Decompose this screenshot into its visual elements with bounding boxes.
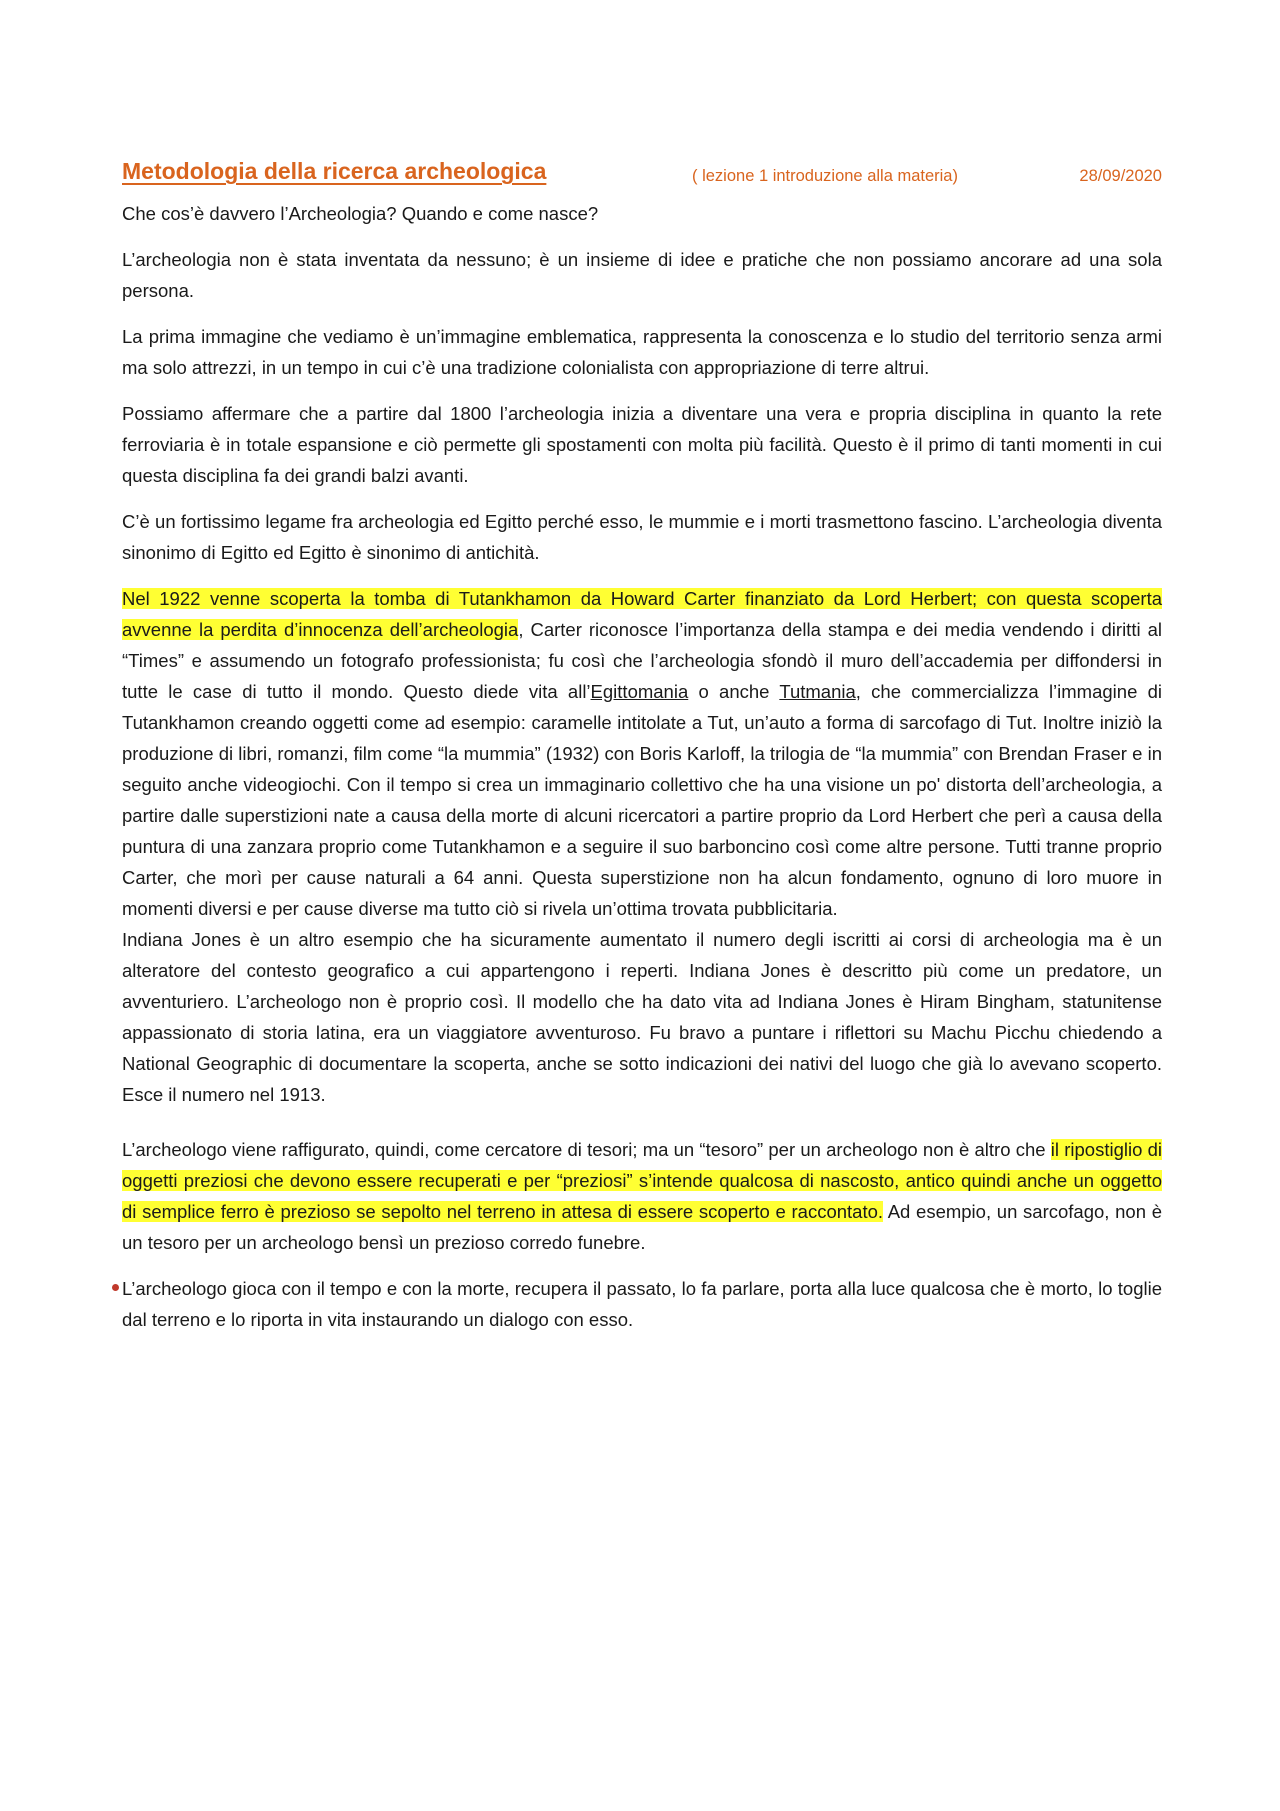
document-body <box>122 152 1162 1350</box>
paragraph-text: L’archeologo viene raffigurato, quindi, come cercatore di tesori; ma un “tesoro” per un archeologo non è altro che <box>122 1139 1051 1160</box>
paragraph-egypt: C’è un fortissimo legame fra archeologia ed Egitto perché esso, le mummie e i morti trasmettono fascino. L’archeologia diventa sinonimo di Egitto ed Egitto è sinonimo di antichità. <box>122 511 1162 563</box>
underlined-term-egittomania: Egittomania <box>590 681 689 702</box>
highlighted-text: Nel 1922 venne scoperta la tomba di Tutankhamon da Howard Carter finanziato da Lord Herbert; con questa scoperta avvenne la perdita d’innocenza dell’archeologia <box>122 588 1162 640</box>
paragraph-text: , che commercializza l’immagine di Tutankhamon creando oggetti come ad esempio: caramelle intitolate a Tut, un’auto a forma di sarcofago di Tut. Inoltre iniziò la produzione di libri, romanzi, film come “la mummia” (1932) con Boris Karloff, la trilogia de “la mummia” con Brendan Fraser e in seguito anche videogiochi. Con il tempo si crea un immaginario collettivo che ha una visione un po' distorta dell’archeologia, a partire dalle superstizioni nate a causa della morte di alcuni ricercatori a partire proprio da Lord Herbert che perì a causa della puntura di una zanzara proprio come Tutankhamon e a seguire il suo barboncino così come altre persone. Tutti tranne proprio Carter, che morì per cause naturali a 64 anni. Questa superstizione non ha alcun fondamento, ognuno di loro muore in momenti diversi e per cause diverse ma tutto ciò si rivela un’ottima trovata pubblicitaria. <box>122 681 1163 919</box>
paragraph-1800: Possiamo affermare che a partire dal 1800 l’archeologia inizia a diventare una vera e propria disciplina in quanto la rete ferroviaria è in totale espansione e ciò permette gli spostamenti con molta più facilità. Questo è il primo di tanti momenti in cui questa disciplina fa dei grandi balzi avanti. <box>122 403 1162 486</box>
highlighted-text: il ripostiglio di oggetti preziosi che devono essere recuperati e per “preziosi” s’intende qualcosa di nascosto, antico quindi anche un oggetto di semplice ferro è prezioso se sepolto nel terreno in attesa di essere scoperto e raccontato. <box>122 1139 1162 1222</box>
paragraph-first-image: La prima immagine che vediamo è un’immagine emblematica, rappresenta la conoscenza e lo studio del territorio senza armi ma solo attrezzi, in un tempo in cui c’è una tradizione colonialista con appropriazione di terre altrui. <box>122 326 1162 378</box>
paragraph-text: L’archeologo gioca con il tempo e con la morte, recupera il passato, lo fa parlare, porta alla luce qualcosa che è morto, lo toglie dal terreno e lo riporta in vita instaurando un dialogo con esso. <box>122 1278 1162 1330</box>
document-header <box>122 152 1162 188</box>
lesson-label: ( lezione 1 introduzione alla materia) <box>692 167 958 185</box>
underlined-term-tutmania: Tutmania <box>779 681 856 702</box>
paragraph-text: , Carter riconosce l’importanza della stampa e dei media vendendo i diritti al “Times” e assumendo un fotografo professionista; fu così che l’archeologia sfondò il muro dell’accademia per diffondersi in tutte le case di tutto il mondo. Questo diede vita all’ <box>122 619 1162 702</box>
paragraph-text: o anche <box>688 681 780 702</box>
document-title: Metodologia della ricerca archeologica <box>122 158 547 184</box>
paragraph-origin: L’archeologia non è stata inventata da nessuno; è un insieme di idee e pratiche che non possiamo ancorare ad una sola persona. <box>122 249 1162 301</box>
lesson-date: 28/09/2020 <box>1079 167 1162 185</box>
bullet-dot-icon <box>112 1284 119 1291</box>
paragraph-text: Ad esempio, un sarcofago, non è un tesoro per un archeologo bensì un prezioso corredo funebre. <box>122 1201 1162 1253</box>
paragraph-treasure <box>122 1134 1162 1258</box>
paragraph-intro-question: Che cos’è davvero l’Archeologia? Quando e come nasce? <box>122 203 599 224</box>
paragraph-time-and-death <box>122 1273 1162 1335</box>
paragraph-tutankhamon <box>122 583 1162 924</box>
paragraph-indiana-jones: Indiana Jones è un altro esempio che ha sicuramente aumentato il numero degli iscritti ai corsi di archeologia ma è un alteratore del contesto geografico a cui appartengono i reperti. Indiana Jones è descritto più come un predatore, un avventuriero. L’archeologo non è proprio così. Il modello che ha dato vita ad Indiana Jones è Hiram Bingham, statunitense appassionato di storia latina, era un viaggiatore avventuroso. Fu bravo a puntare i riflettori su Machu Picchu chiedendo a National Geographic di documentare la scoperta, anche se sotto indicazioni dei nativi del luogo che già lo avevano scoperto. Esce il numero nel 1913. <box>122 929 1162 1105</box>
